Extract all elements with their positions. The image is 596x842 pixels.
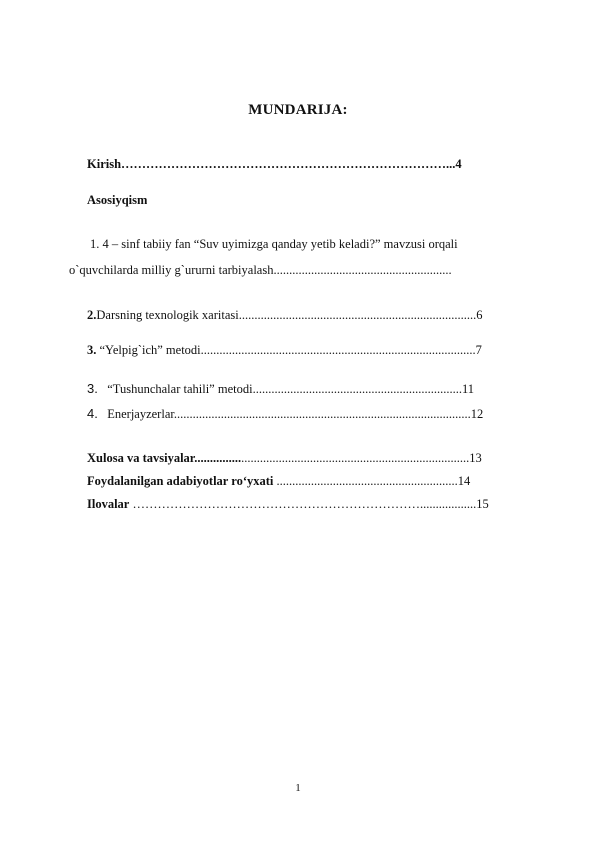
toc-dots-2: .................. [419, 497, 477, 511]
toc-label: Xulosa va tavsiyalar [87, 451, 195, 465]
page-number: 1 [295, 782, 301, 794]
toc-page: 11 [461, 382, 474, 396]
toc-number: 1. [90, 237, 100, 251]
toc-dots: .......................................................... [276, 474, 458, 488]
toc-dots: ........................................................................................ [200, 343, 476, 357]
toc-number: 3. [87, 381, 98, 396]
toc-label: “Yelpig`ich” metodi [99, 343, 201, 357]
toc-entry-3[interactable] [87, 343, 532, 358]
toc-label: “Tushunchalar tahili” metodi [107, 382, 253, 396]
toc-label: Ilovalar [87, 497, 130, 511]
toc-page: 15 [476, 497, 489, 511]
toc-dots: ................................................................... [252, 382, 462, 396]
toc-label: Foydalanilgan adabiyotlar ro‘yxati [87, 474, 274, 488]
toc-page: 7 [475, 343, 482, 357]
toc-page: 12 [470, 407, 484, 421]
toc-entry-kirish[interactable] [87, 157, 532, 172]
toc-entry-4[interactable] [87, 381, 527, 397]
toc-dots: ............................................................................................... [173, 407, 471, 421]
toc-label: Enerjayzerlar [107, 407, 174, 421]
toc-page: 13 [469, 451, 482, 465]
toc-entry-1-line1[interactable] [90, 237, 458, 252]
toc-label: Kirish [87, 157, 122, 171]
toc-label: 4 – sinf tabiiy fan “Suv uyimizga qanday yetib keladi?” mavzusi orqali [102, 237, 458, 251]
toc-entry-adabiyot[interactable] [87, 474, 532, 489]
toc-dots: …………………………………………………………… [132, 497, 420, 511]
toc-number: 3. [87, 343, 97, 357]
toc-label: o`quvchilarda milliy g`ururni tarbiyalash [69, 263, 274, 277]
toc-entry-5[interactable] [87, 406, 532, 422]
toc-page: 6 [476, 308, 483, 322]
toc-number: 4. [87, 406, 98, 421]
toc-entry-ilovalar[interactable] [87, 497, 532, 512]
toc-entry-2[interactable] [87, 308, 532, 323]
toc-dots: ............................................................................ [238, 308, 477, 322]
toc-section-asosiy: Asosiyqism [87, 193, 148, 207]
toc-entry-xulosa[interactable] [87, 451, 532, 466]
toc-page: ..4 [449, 157, 462, 171]
toc-dots: ......................................................... [273, 263, 452, 277]
toc-page: 14 [457, 474, 471, 488]
toc-label: Darsning texnologik xaritasi [96, 308, 239, 322]
toc-dots: ......................................................................... [241, 451, 470, 465]
page-title: MUNDARIJA: [248, 102, 348, 118]
toc-dots-bold: ............... [194, 451, 242, 465]
toc-number: 2. [87, 308, 97, 322]
toc-entry-1-line2[interactable] [69, 263, 531, 278]
toc-dots: ……………………………………………………………………. [121, 157, 450, 171]
